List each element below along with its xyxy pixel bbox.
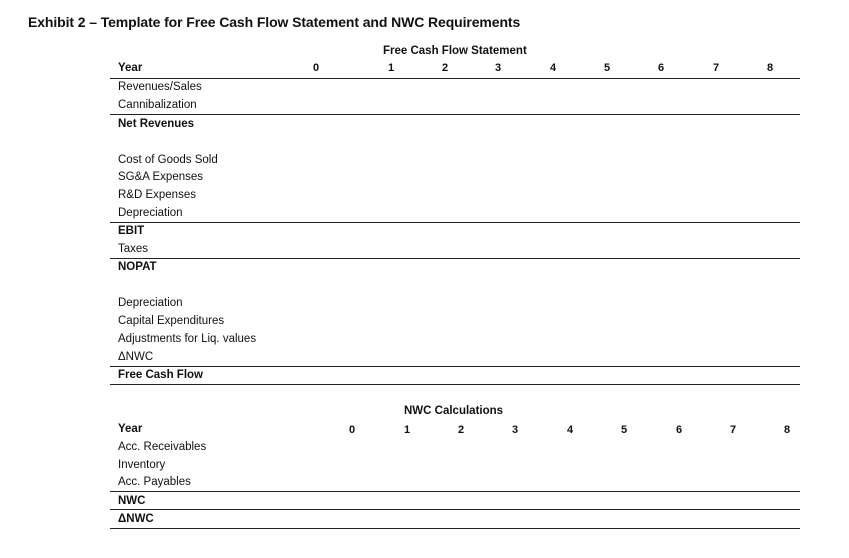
row-taxes: Taxes: [118, 243, 149, 255]
row-nwc-delta: ΔNWC: [118, 513, 154, 525]
row-capex: Capital Expenditures: [118, 315, 225, 327]
row-rd-expenses: R&D Expenses: [118, 189, 196, 201]
fcf-year-4: 4: [549, 62, 557, 74]
rule-nwc-bottom: [110, 528, 800, 529]
nwc-year-7: 7: [729, 424, 737, 436]
fcf-year-5: 5: [603, 62, 611, 74]
rule-net-revenues: [110, 114, 800, 115]
nwc-year-6: 6: [675, 424, 683, 436]
row-cannibalization: Cannibalization: [118, 99, 197, 111]
nwc-year-8: 8: [783, 424, 791, 436]
fcf-year-0: 0: [312, 62, 320, 74]
row-depreciation: Depreciation: [118, 207, 183, 219]
row-liq-adjustments: Adjustments for Liq. values: [118, 333, 257, 345]
row-nwc: NWC: [118, 495, 146, 507]
fcf-year-8: 8: [766, 62, 774, 74]
row-ebit: EBIT: [118, 225, 145, 237]
fcf-year-label: Year: [118, 62, 143, 74]
row-revenues-sales: Revenues/Sales: [118, 81, 202, 93]
fcf-section-title: Free Cash Flow Statement: [383, 45, 527, 57]
nwc-year-5: 5: [620, 424, 628, 436]
nwc-year-0: 0: [348, 424, 356, 436]
fcf-header-rule: [110, 78, 800, 79]
rule-nwc: [110, 491, 800, 492]
rule-nopat: [110, 258, 800, 259]
row-nopat: NOPAT: [118, 261, 157, 273]
row-free-cash-flow: Free Cash Flow: [118, 369, 203, 381]
rule-fcf-bottom: [110, 384, 800, 385]
nwc-year-1: 1: [403, 424, 411, 436]
row-delta-nwc: ΔNWC: [118, 351, 154, 363]
rule-delta-nwc: [110, 509, 800, 510]
fcf-year-3: 3: [494, 62, 502, 74]
row-inventory: Inventory: [118, 459, 166, 471]
row-acc-receivables: Acc. Receivables: [118, 441, 207, 453]
nwc-year-label: Year: [118, 423, 143, 435]
nwc-year-2: 2: [457, 424, 465, 436]
fcf-year-7: 7: [712, 62, 720, 74]
rule-fcf-top: [110, 366, 800, 367]
fcf-year-6: 6: [657, 62, 665, 74]
fcf-year-2: 2: [441, 62, 449, 74]
row-net-revenues: Net Revenues: [118, 118, 195, 130]
nwc-year-3: 3: [511, 424, 519, 436]
exhibit-title: Exhibit 2 – Template for Free Cash Flow Statement and NWC Requirements: [28, 14, 521, 30]
row-depreciation-addback: Depreciation: [118, 297, 183, 309]
nwc-section-title: NWC Calculations: [404, 405, 504, 417]
rule-ebit: [110, 222, 800, 223]
row-acc-payables: Acc. Payables: [118, 476, 191, 488]
fcf-year-1: 1: [387, 62, 395, 74]
row-sga-expenses: SG&A Expenses: [118, 171, 204, 183]
row-cogs: Cost of Goods Sold: [118, 154, 218, 166]
nwc-year-4: 4: [566, 424, 574, 436]
